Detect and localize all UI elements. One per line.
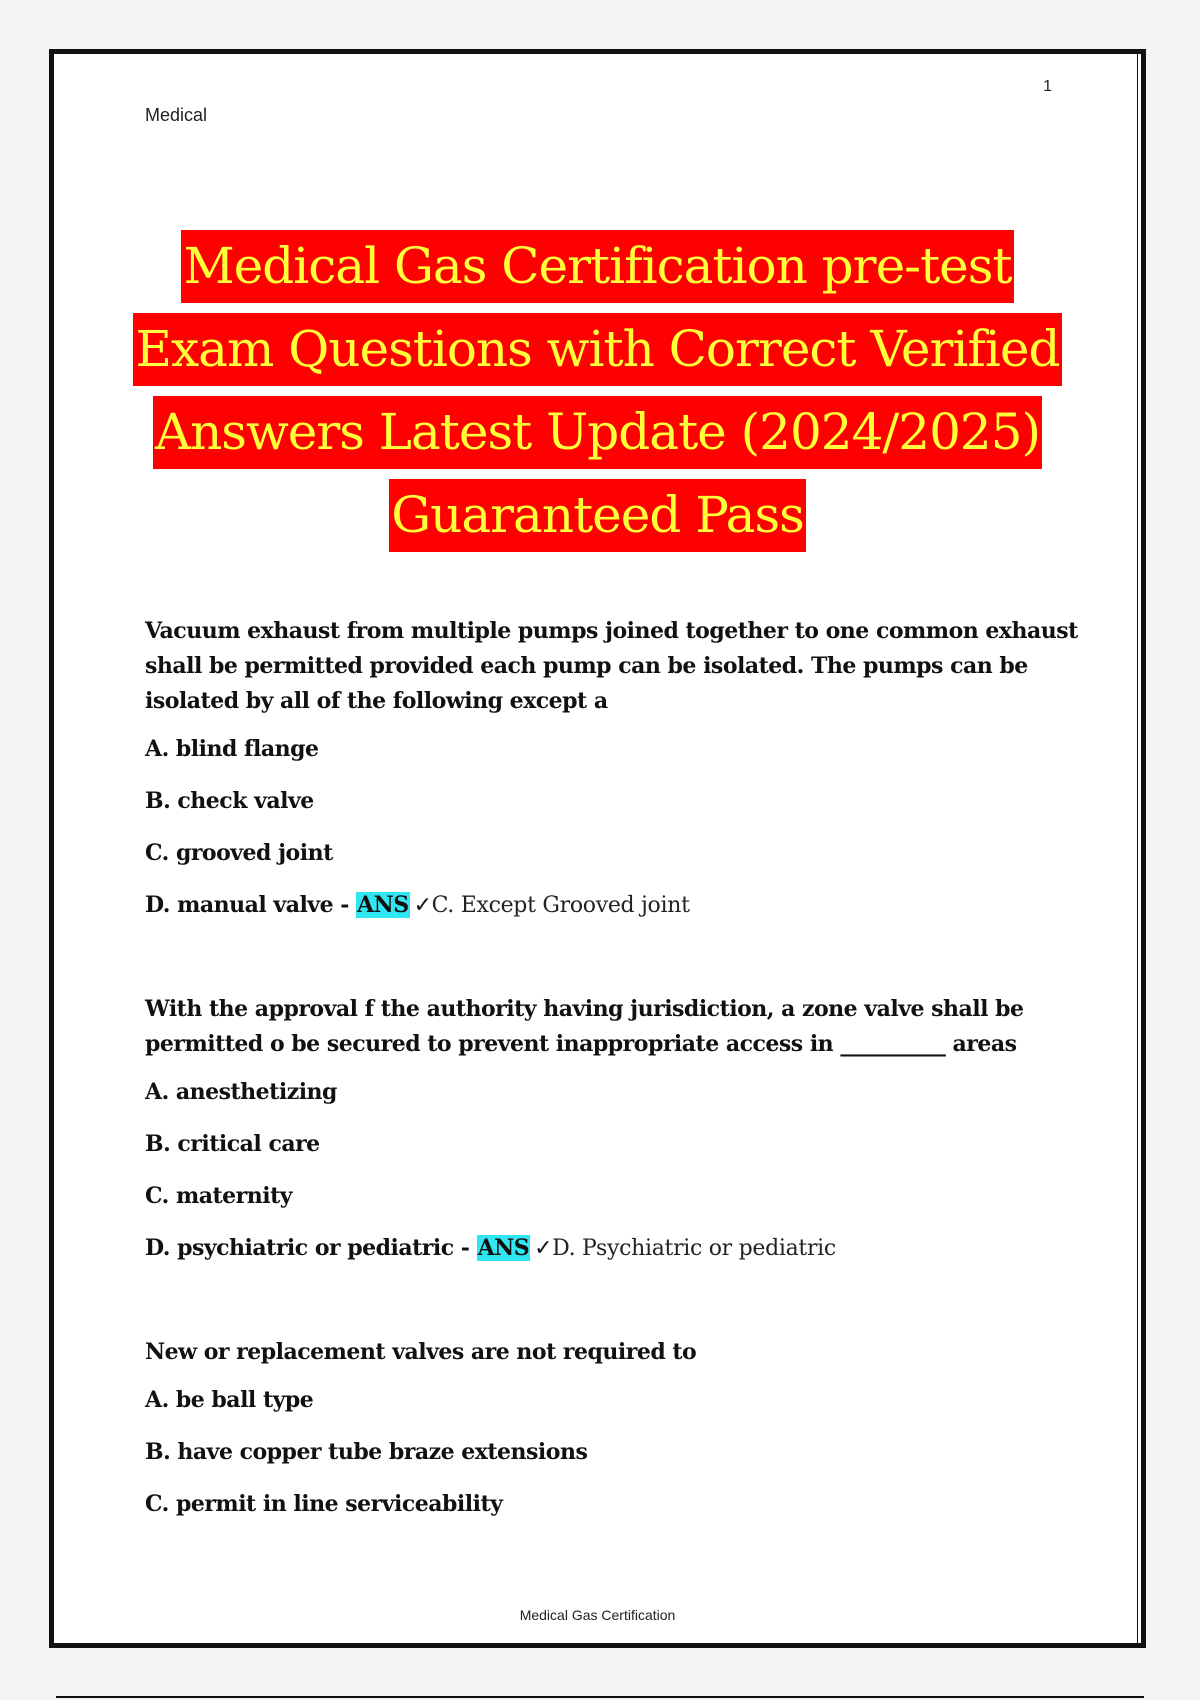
checkmark-icon: ✓ <box>534 1236 553 1261</box>
answer-option-c: C. maternity <box>145 1183 293 1209</box>
answer-option-b: B. check valve <box>145 788 314 814</box>
spacer <box>145 940 1105 992</box>
next-page-edge <box>56 1696 1144 1698</box>
answer-option-a: A. be ball type <box>145 1387 314 1413</box>
question-text: With the approval f the authority having jurisdiction, a zone valve shall be permitted o be secured to prevent inappropriate access in __________ areas <box>145 996 1024 1057</box>
document-page <box>49 49 1146 1648</box>
checkmark-icon: ✓ <box>413 893 432 918</box>
answer-option-c: C. permit in line serviceability <box>145 1491 503 1517</box>
answer-option-b: B. critical care <box>145 1131 320 1157</box>
question-list <box>145 614 1105 1539</box>
correct-answer: D. Psychiatric or pediatric <box>552 1236 836 1261</box>
ans-badge: ANS <box>477 1235 530 1261</box>
document-title <box>54 230 1141 552</box>
answer-option-c: C. grooved joint <box>145 840 333 866</box>
question-text: Vacuum exhaust from multiple pumps joined together to one common exhaust shall be permitted provided each pump can be isolated. The pumps can be isolated by all of the following except a <box>145 618 1078 714</box>
ans-badge: ANS <box>357 892 409 918</box>
question-block-2 <box>145 992 1105 1266</box>
header-label: Medical <box>145 105 208 125</box>
title-line-4: Guaranteed Pass <box>389 479 806 552</box>
answer-option-d-text: D. manual valve - <box>145 892 357 918</box>
answer-option-d <box>145 1231 1105 1266</box>
answer-option-d-text: D. psychiatric or pediatric - <box>145 1235 477 1261</box>
answer-option-d <box>145 888 1105 923</box>
question-block-1 <box>145 614 1105 923</box>
answer-option-a: A. anesthetizing <box>145 1079 337 1105</box>
spacer <box>145 1283 1105 1335</box>
question-block-3 <box>145 1335 1105 1522</box>
answer-option-b: B. have copper tube braze extensions <box>145 1439 588 1465</box>
page-number: 1 <box>1043 78 1052 95</box>
question-text: New or replacement valves are not required to <box>145 1339 697 1365</box>
footer-label: Medical Gas Certification <box>519 1607 676 1623</box>
title-line-1: Medical Gas Certification pre-test <box>181 230 1013 303</box>
answer-option-a: A. blind flange <box>145 736 319 762</box>
correct-answer: C. Except Grooved joint <box>431 893 690 918</box>
title-line-3: Answers Latest Update (2024/2025) <box>153 396 1042 469</box>
title-line-2: Exam Questions with Correct Verified <box>133 313 1061 386</box>
